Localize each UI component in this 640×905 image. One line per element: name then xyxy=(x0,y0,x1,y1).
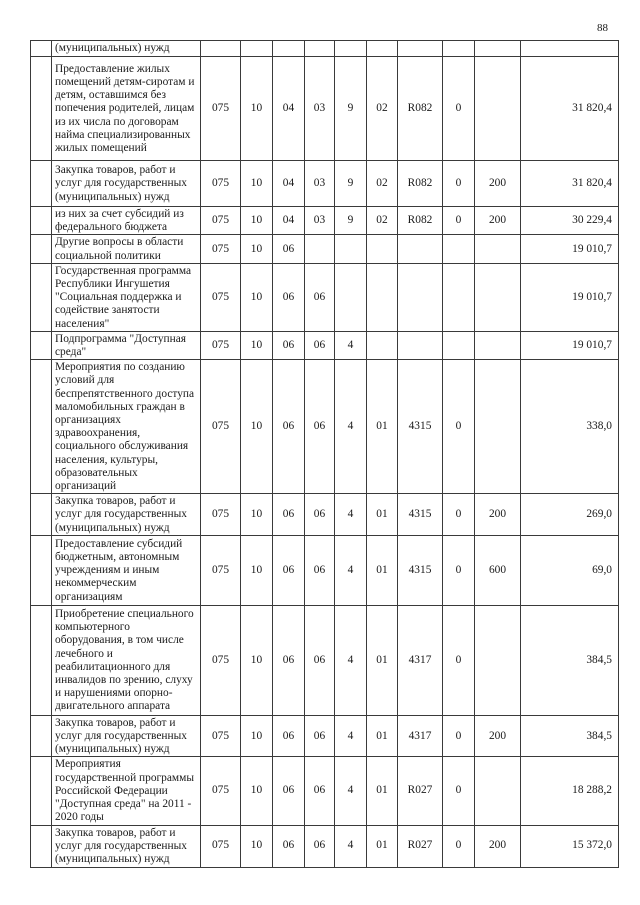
code-section xyxy=(241,41,273,57)
code-section: 10 xyxy=(241,757,273,825)
code-admin: 075 xyxy=(201,235,241,263)
code-main-event xyxy=(367,235,398,263)
table-row xyxy=(31,715,619,757)
code-admin: 075 xyxy=(201,494,241,536)
table-row xyxy=(31,757,619,825)
code-section: 10 xyxy=(241,535,273,605)
row-description: Закупка товаров, работ и услуг для государственных (муниципальных) нужд xyxy=(52,825,201,867)
row-amount: 384,5 xyxy=(521,605,619,715)
code-admin: 075 xyxy=(201,360,241,494)
code-subprogram: 4 xyxy=(335,715,367,757)
table-row xyxy=(31,161,619,207)
code-main-event xyxy=(367,331,398,359)
row-description: Государственная программа Республики Ингушетия "Социальная поддержка и содействие занятости населения" xyxy=(52,263,201,331)
code-admin: 075 xyxy=(201,715,241,757)
code-direction: 4315 xyxy=(398,535,443,605)
code-direction: R082 xyxy=(398,57,443,161)
row-margin-cell xyxy=(31,535,52,605)
code-section: 10 xyxy=(241,715,273,757)
code-section: 10 xyxy=(241,57,273,161)
code-section: 10 xyxy=(241,825,273,867)
code-expense-type: 600 xyxy=(475,535,521,605)
code-extra: 0 xyxy=(443,207,475,235)
code-main-event xyxy=(367,41,398,57)
code-admin: 075 xyxy=(201,331,241,359)
code-subprogram: 9 xyxy=(335,161,367,207)
row-description: Предоставление жилых помещений детям-сиротам и детям, оставшимся без попечения родителей, лицам из их числа по договорам найма специализированных жилых помещений xyxy=(52,57,201,161)
code-subsection: 06 xyxy=(273,605,305,715)
row-margin-cell xyxy=(31,605,52,715)
code-admin: 075 xyxy=(201,757,241,825)
code-subprogram xyxy=(335,263,367,331)
code-expense-type xyxy=(475,360,521,494)
code-extra: 0 xyxy=(443,757,475,825)
code-program xyxy=(305,235,335,263)
code-direction: 4317 xyxy=(398,715,443,757)
code-subsection: 06 xyxy=(273,715,305,757)
table-row xyxy=(31,331,619,359)
row-amount: 338,0 xyxy=(521,360,619,494)
row-margin-cell xyxy=(31,207,52,235)
table-row xyxy=(31,535,619,605)
code-section: 10 xyxy=(241,207,273,235)
code-program: 03 xyxy=(305,207,335,235)
row-margin-cell xyxy=(31,235,52,263)
row-amount: 269,0 xyxy=(521,494,619,536)
row-amount: 19 010,7 xyxy=(521,263,619,331)
code-subprogram: 4 xyxy=(335,494,367,536)
code-subprogram xyxy=(335,235,367,263)
code-extra: 0 xyxy=(443,161,475,207)
code-subsection: 06 xyxy=(273,331,305,359)
code-main-event: 01 xyxy=(367,715,398,757)
row-description: из них за счет субсидий из федерального бюджета xyxy=(52,207,201,235)
code-main-event: 01 xyxy=(367,494,398,536)
row-amount: 69,0 xyxy=(521,535,619,605)
code-program: 06 xyxy=(305,535,335,605)
code-admin xyxy=(201,41,241,57)
code-subsection: 04 xyxy=(273,207,305,235)
code-direction: R082 xyxy=(398,161,443,207)
code-program: 06 xyxy=(305,494,335,536)
code-direction: R027 xyxy=(398,825,443,867)
code-expense-type xyxy=(475,263,521,331)
table-row xyxy=(31,235,619,263)
code-main-event: 02 xyxy=(367,57,398,161)
code-subsection: 04 xyxy=(273,161,305,207)
row-amount: 19 010,7 xyxy=(521,235,619,263)
code-direction: R082 xyxy=(398,207,443,235)
code-main-event: 01 xyxy=(367,825,398,867)
row-description: Другие вопросы в области социальной политики xyxy=(52,235,201,263)
row-amount: 31 820,4 xyxy=(521,57,619,161)
table-row xyxy=(31,57,619,161)
row-description: (муниципальных) нужд xyxy=(52,41,201,57)
row-margin-cell xyxy=(31,57,52,161)
code-expense-type xyxy=(475,41,521,57)
code-subsection: 06 xyxy=(273,825,305,867)
code-program: 06 xyxy=(305,331,335,359)
code-extra: 0 xyxy=(443,715,475,757)
code-program: 06 xyxy=(305,825,335,867)
code-subprogram: 4 xyxy=(335,605,367,715)
row-amount: 19 010,7 xyxy=(521,331,619,359)
table-row xyxy=(31,825,619,867)
row-amount xyxy=(521,41,619,57)
code-subprogram: 9 xyxy=(335,57,367,161)
code-extra: 0 xyxy=(443,535,475,605)
row-amount: 15 372,0 xyxy=(521,825,619,867)
row-description: Закупка товаров, работ и услуг для государственных (муниципальных) нужд xyxy=(52,161,201,207)
row-margin-cell xyxy=(31,825,52,867)
code-section: 10 xyxy=(241,235,273,263)
code-expense-type: 200 xyxy=(475,161,521,207)
code-subsection: 04 xyxy=(273,57,305,161)
code-direction: R027 xyxy=(398,757,443,825)
code-expense-type xyxy=(475,757,521,825)
table-row xyxy=(31,41,619,57)
code-subsection: 06 xyxy=(273,494,305,536)
code-subprogram: 4 xyxy=(335,360,367,494)
row-amount: 384,5 xyxy=(521,715,619,757)
row-margin-cell xyxy=(31,41,52,57)
code-section: 10 xyxy=(241,161,273,207)
code-section: 10 xyxy=(241,605,273,715)
code-subprogram: 4 xyxy=(335,825,367,867)
code-program: 06 xyxy=(305,757,335,825)
code-admin: 075 xyxy=(201,535,241,605)
table-row xyxy=(31,494,619,536)
code-direction: 4315 xyxy=(398,360,443,494)
code-main-event: 01 xyxy=(367,535,398,605)
code-expense-type xyxy=(475,57,521,161)
code-program: 06 xyxy=(305,605,335,715)
code-subprogram xyxy=(335,41,367,57)
row-margin-cell xyxy=(31,757,52,825)
code-main-event: 02 xyxy=(367,161,398,207)
code-subsection: 06 xyxy=(273,360,305,494)
page-number: 88 xyxy=(597,22,608,34)
code-extra: 0 xyxy=(443,825,475,867)
table-row xyxy=(31,605,619,715)
code-extra xyxy=(443,235,475,263)
code-direction xyxy=(398,263,443,331)
code-section: 10 xyxy=(241,331,273,359)
code-extra: 0 xyxy=(443,494,475,536)
code-section: 10 xyxy=(241,360,273,494)
code-extra: 0 xyxy=(443,605,475,715)
code-admin: 075 xyxy=(201,57,241,161)
row-margin-cell xyxy=(31,331,52,359)
code-program: 03 xyxy=(305,161,335,207)
budget-table xyxy=(30,40,619,868)
row-description: Приобретение специального компьютерного оборудования, в том числе лечебного и реабилитационного для инвалидов по зрению, слуху и нарушениями опорно-двигательного аппарата xyxy=(52,605,201,715)
code-subprogram: 4 xyxy=(335,535,367,605)
code-expense-type: 200 xyxy=(475,715,521,757)
code-admin: 075 xyxy=(201,263,241,331)
code-program: 06 xyxy=(305,715,335,757)
table-row xyxy=(31,263,619,331)
code-admin: 075 xyxy=(201,825,241,867)
row-amount: 31 820,4 xyxy=(521,161,619,207)
code-subsection xyxy=(273,41,305,57)
code-main-event: 01 xyxy=(367,605,398,715)
code-subsection: 06 xyxy=(273,263,305,331)
code-expense-type xyxy=(475,331,521,359)
row-margin-cell xyxy=(31,161,52,207)
row-description: Закупка товаров, работ и услуг для государственных (муниципальных) нужд xyxy=(52,715,201,757)
code-subsection: 06 xyxy=(273,757,305,825)
code-main-event xyxy=(367,263,398,331)
row-amount: 30 229,4 xyxy=(521,207,619,235)
code-direction: 4317 xyxy=(398,605,443,715)
code-expense-type xyxy=(475,235,521,263)
row-description: Предоставление субсидий бюджетным, автономным учреждениям и иным некоммерческим организациям xyxy=(52,535,201,605)
code-direction xyxy=(398,41,443,57)
code-program: 06 xyxy=(305,263,335,331)
code-expense-type: 200 xyxy=(475,207,521,235)
code-extra: 0 xyxy=(443,57,475,161)
code-subprogram: 4 xyxy=(335,331,367,359)
code-subsection: 06 xyxy=(273,235,305,263)
code-main-event: 01 xyxy=(367,757,398,825)
row-description: Мероприятия по созданию условий для беспрепятственного доступа маломобильных граждан в организациях здравоохранения, социального обслуживания населения, культуры, образовательных организаций xyxy=(52,360,201,494)
code-extra: 0 xyxy=(443,360,475,494)
code-direction xyxy=(398,331,443,359)
row-description: Мероприятия государственной программы Российской Федерации "Доступная среда" на 2011 - 2020 годы xyxy=(52,757,201,825)
row-description: Подпрограмма "Доступная среда" xyxy=(52,331,201,359)
code-subprogram: 9 xyxy=(335,207,367,235)
code-admin: 075 xyxy=(201,161,241,207)
row-amount: 18 288,2 xyxy=(521,757,619,825)
row-margin-cell xyxy=(31,263,52,331)
code-expense-type xyxy=(475,605,521,715)
code-main-event: 02 xyxy=(367,207,398,235)
code-expense-type: 200 xyxy=(475,825,521,867)
row-margin-cell xyxy=(31,360,52,494)
code-extra xyxy=(443,41,475,57)
code-program: 06 xyxy=(305,360,335,494)
code-extra xyxy=(443,263,475,331)
row-margin-cell xyxy=(31,494,52,536)
code-expense-type: 200 xyxy=(475,494,521,536)
code-subsection: 06 xyxy=(273,535,305,605)
code-section: 10 xyxy=(241,263,273,331)
code-subprogram: 4 xyxy=(335,757,367,825)
code-main-event: 01 xyxy=(367,360,398,494)
row-margin-cell xyxy=(31,715,52,757)
code-admin: 075 xyxy=(201,207,241,235)
code-extra xyxy=(443,331,475,359)
code-direction xyxy=(398,235,443,263)
row-description: Закупка товаров, работ и услуг для государственных (муниципальных) нужд xyxy=(52,494,201,536)
code-admin: 075 xyxy=(201,605,241,715)
code-section: 10 xyxy=(241,494,273,536)
code-program: 03 xyxy=(305,57,335,161)
table-row xyxy=(31,207,619,235)
table-row xyxy=(31,360,619,494)
code-direction: 4315 xyxy=(398,494,443,536)
code-program xyxy=(305,41,335,57)
